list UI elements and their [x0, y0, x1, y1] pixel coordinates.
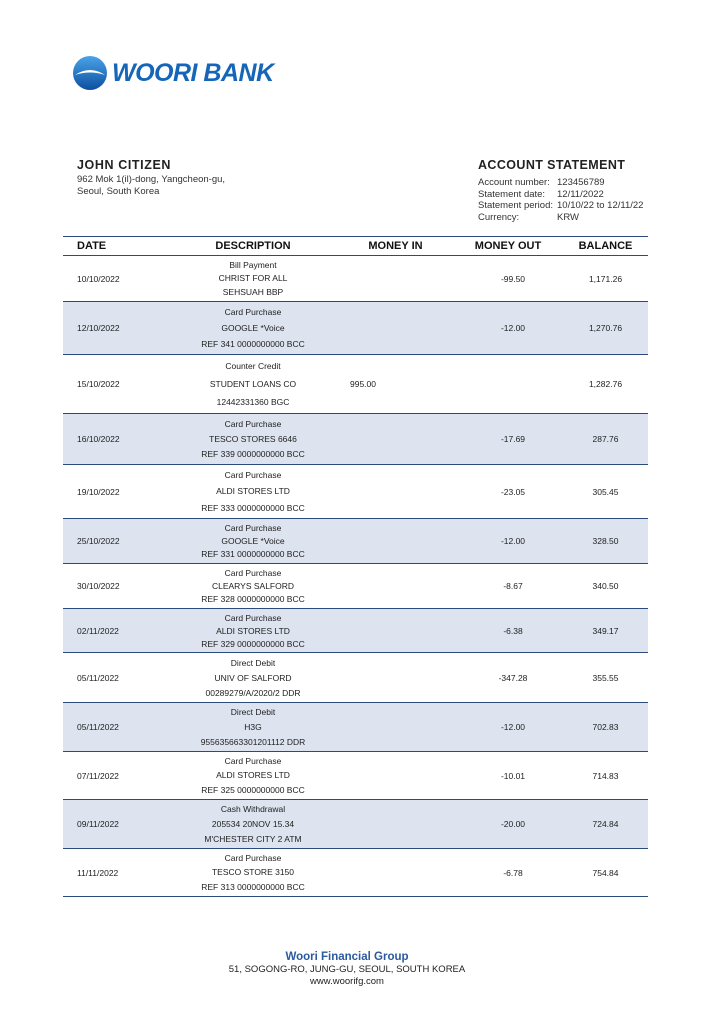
row-date: 11/11/2022: [77, 867, 119, 878]
description-line: Card Purchase: [224, 470, 282, 481]
description-line: Counter Credit: [225, 361, 281, 371]
row-money-out: -23.05: [500, 486, 526, 497]
row-money-out: -12.00: [500, 722, 526, 732]
description-line: Card Purchase: [224, 418, 282, 429]
row-money-out: -12.00: [500, 323, 526, 333]
row-balance: 1,171.26: [588, 273, 623, 284]
description-line: 205534 20NOV 15.34: [211, 818, 295, 829]
description-line: REF 313 0000000000 BCC: [201, 881, 305, 892]
field-label: Currency:: [478, 211, 520, 223]
table-row: [63, 564, 648, 609]
statement-fields: [478, 177, 643, 223]
table-row: [63, 849, 648, 897]
row-date: 02/11/2022: [77, 625, 119, 636]
field-label: Statement date:: [478, 188, 546, 200]
table-row: [63, 465, 648, 519]
footer-address: 51, SOGONG-RO, JUNG-GU, SEOUL, SOUTH KOREA: [228, 964, 466, 975]
row-money-in: [338, 609, 453, 652]
description-line: Card Purchase: [224, 756, 282, 767]
row-description: [168, 609, 338, 652]
description-line: Card Purchase: [224, 853, 282, 864]
row-description: [168, 519, 338, 563]
description-line: REF 328 0000000000 BCC: [201, 594, 305, 605]
row-money-in: [338, 465, 453, 518]
description-line: Direct Debit: [230, 657, 276, 668]
table-row: [63, 703, 648, 752]
table-row: [63, 519, 648, 564]
row-date: 19/10/2022: [77, 486, 120, 497]
table-row: [63, 256, 648, 302]
field-label: Account number:: [478, 177, 550, 188]
row-description: [168, 800, 338, 848]
row-money-in: [338, 752, 453, 799]
footer: [0, 951, 694, 987]
row-balance: 754.84: [592, 867, 619, 878]
table-row: [63, 752, 648, 800]
description-line: REF 331 0000000000 BCC: [201, 549, 305, 560]
row-description: [168, 256, 338, 301]
table-row: [63, 609, 648, 653]
row-money-in: [338, 564, 453, 608]
footer-website: www.woorifg.com: [310, 976, 384, 987]
row-money-in: [338, 256, 453, 301]
row-money-in: [338, 703, 453, 751]
row-date: 15/10/2022: [77, 379, 120, 389]
customer-name: JOHN CITIZEN: [77, 158, 172, 172]
row-money-out: [453, 355, 563, 413]
row-balance: 1,282.76: [588, 379, 623, 389]
description-line: ALDI STORES LTD: [216, 486, 290, 497]
row-money-out: -99.50: [500, 273, 526, 284]
row-balance: 724.84: [592, 819, 619, 829]
description-line: 00289279/A/2020/2 DDR: [205, 687, 301, 698]
description-line: 12442331360 BGC: [216, 397, 290, 407]
description-line: REF 329 0000000000 BCC: [201, 638, 305, 649]
account-number: 123456789: [557, 177, 605, 188]
description-line: GOOGLE *Voice: [221, 323, 285, 333]
currency-row: [478, 212, 643, 224]
row-date: 07/11/2022: [77, 770, 119, 781]
description-line: ALDI STORES LTD: [216, 625, 290, 636]
description-line: Direct Debit: [230, 707, 276, 718]
row-description: [168, 752, 338, 799]
row-balance: 328.50: [592, 536, 619, 546]
row-date: 05/11/2022: [77, 722, 119, 732]
table-row: [63, 800, 648, 849]
description-line: REF 339 0000000000 BCC: [201, 449, 305, 460]
transactions-table: [63, 236, 648, 897]
field-label: Statement period:: [478, 200, 553, 211]
description-line: TESCO STORES 6646: [209, 433, 297, 444]
row-money-out: -6.38: [503, 625, 523, 636]
description-line: 955635663301201112 DDR: [200, 736, 306, 747]
row-money-out: -8.67: [503, 581, 523, 591]
row-description: [168, 355, 338, 413]
row-balance: 349.17: [592, 625, 619, 636]
statement-title: ACCOUNT STATEMENT: [478, 158, 626, 172]
row-money-in: [338, 414, 453, 464]
woori-logo-icon: [72, 55, 108, 91]
row-date: 09/11/2022: [77, 819, 119, 829]
statement-date: 12/11/2022: [557, 188, 604, 200]
row-balance: 305.45: [592, 486, 619, 497]
table-body: [63, 256, 648, 897]
header-balance: BALANCE: [578, 240, 633, 252]
table-row: [63, 653, 648, 703]
row-money-in: [338, 653, 453, 702]
row-money-out: -10.01: [500, 770, 526, 781]
row-money-out: -347.28: [498, 672, 528, 683]
table-header: [63, 236, 648, 256]
row-money-in: [338, 800, 453, 848]
row-balance: 355.55: [592, 672, 619, 683]
row-date: 05/11/2022: [77, 672, 119, 683]
row-money-in: 995.00: [350, 379, 376, 389]
row-balance: 1,270.76: [588, 323, 623, 333]
header-money-in: MONEY IN: [368, 240, 423, 252]
row-money-out: -12.00: [500, 536, 526, 546]
currency: KRW: [557, 211, 579, 223]
statement-info: [478, 158, 643, 223]
description-line: CHRIST FOR ALL: [218, 273, 288, 284]
customer-address: 962 Mok 1(il)-dong, Yangcheon-gu, Seoul, South Korea: [77, 174, 226, 197]
description-line: H3G: [244, 721, 262, 732]
row-balance: 287.76: [592, 434, 619, 444]
description-line: Card Purchase: [224, 567, 282, 578]
header-money-out: MONEY OUT: [474, 240, 542, 252]
customer-block: [77, 158, 247, 197]
description-line: REF 333 0000000000 BCC: [201, 502, 305, 513]
description-line: Card Purchase: [224, 612, 282, 623]
description-line: Cash Withdrawal: [220, 804, 286, 815]
row-date: 25/10/2022: [77, 536, 120, 546]
description-line: UNIV OF SALFORD: [214, 672, 292, 683]
row-money-out: -17.69: [500, 434, 526, 444]
row-date: 16/10/2022: [77, 434, 120, 444]
description-line: ALDI STORES LTD: [216, 770, 290, 781]
row-description: [168, 653, 338, 702]
row-money-in: [338, 519, 453, 563]
row-money-out: -6.78: [503, 867, 523, 878]
row-money-out: -20.00: [500, 819, 526, 829]
statement-period-row: [478, 200, 643, 212]
description-line: Bill Payment: [229, 259, 277, 270]
row-description: [168, 849, 338, 896]
statement-period: 10/10/22 to 12/11/22: [557, 200, 644, 211]
description-line: CLEARYS SALFORD: [211, 580, 295, 591]
row-money-in: [338, 302, 453, 354]
header-date: DATE: [77, 240, 107, 252]
description-line: GOOGLE *Voice: [221, 535, 285, 546]
row-description: [168, 564, 338, 608]
account-number-row: [478, 177, 643, 189]
description-line: STUDENT LOANS CO: [209, 379, 297, 389]
row-description: [168, 703, 338, 751]
row-description: [168, 414, 338, 464]
description-line: Card Purchase: [224, 522, 282, 533]
row-date: 30/10/2022: [77, 581, 120, 591]
row-description: [168, 465, 338, 518]
row-description: [168, 302, 338, 354]
row-money-in: [338, 849, 453, 896]
description-line: Card Purchase: [224, 307, 282, 317]
table-row: [63, 355, 648, 414]
table-row: [63, 302, 648, 355]
description-line: TESCO STORE 3150: [211, 867, 295, 878]
statement-date-row: [478, 189, 643, 201]
bank-logo: [72, 55, 274, 91]
description-line: REF 325 0000000000 BCC: [201, 784, 305, 795]
description-line: SEHSUAH BBP: [222, 287, 284, 298]
row-balance: 714.83: [592, 770, 619, 781]
footer-org: Woori Financial Group: [285, 951, 409, 963]
table-row: [63, 414, 648, 465]
row-date: 12/10/2022: [77, 323, 120, 333]
description-line: REF 341 0000000000 BCC: [201, 339, 305, 349]
bank-name: WOORI BANK: [112, 58, 274, 87]
row-balance: 340.50: [592, 581, 619, 591]
header-description: DESCRIPTION: [215, 240, 291, 252]
row-date: 10/10/2022: [77, 273, 120, 284]
row-balance: 702.83: [592, 722, 619, 732]
description-line: M'CHESTER CITY 2 ATM: [204, 833, 302, 844]
